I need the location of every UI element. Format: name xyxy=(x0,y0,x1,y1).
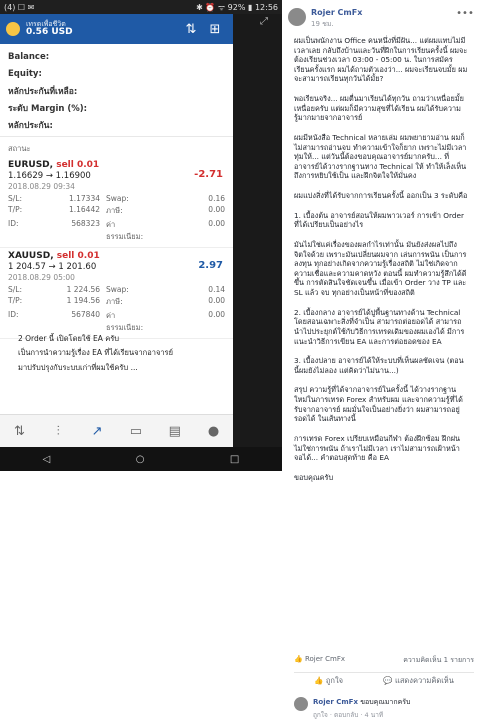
comment-actions xyxy=(294,675,474,687)
comment-paragraph: สรุป ความรู้ที่ได้จากอาจารย์ในครั้งนี้ ได้วางรากฐานใหม่ในการเทรด Forex สำหรับผม และจากความรู้ที่ได้รับจากอาจารย์ ผมมั่นใจเป็นอย่างยิ่งว่า ผมสามารถอยู่รอดได้ ในเส้นทางนี้ xyxy=(294,385,463,424)
equity-row: Equity: xyxy=(8,68,42,79)
mt4-bottom-nav xyxy=(0,414,233,447)
trade-details xyxy=(8,285,225,334)
swap-value: 0.14 xyxy=(208,285,225,294)
tp-value: 1 194.56 xyxy=(66,296,100,305)
id-value: 568323 xyxy=(71,219,100,228)
reply-author[interactable]: Rojer CmFx xyxy=(313,698,358,706)
note-line: มาปรับปรุงกับระบบเก่าที่ผมใช้ครับ ... xyxy=(18,362,138,372)
new-order-icon[interactable]: ⊞ xyxy=(209,21,221,37)
trade-symbol: EURUSD, xyxy=(8,160,54,170)
comment-header xyxy=(282,0,480,32)
sl-value: 1.17334 xyxy=(68,194,100,203)
swap-label: Swap: xyxy=(106,194,129,203)
overlay-note xyxy=(18,332,228,375)
account-balance: 0.56 USD xyxy=(26,26,73,37)
note-line: เป็นการนำความรู้เรื่อง EA ที่ได้เรียนจากอาจารย์ xyxy=(18,348,173,358)
more-options-icon[interactable]: ••• xyxy=(456,8,474,19)
mt4-screenshot xyxy=(0,0,282,471)
tp-value: 1.16442 xyxy=(68,205,100,214)
trade-side: sell 0.01 xyxy=(56,251,100,261)
swap-label: Swap: xyxy=(106,285,129,294)
sl-value: 1 224.56 xyxy=(66,285,100,294)
history-icon[interactable]: ▭ xyxy=(129,423,143,439)
like-badge-icon: 👍 xyxy=(294,655,303,663)
commission-value: 0.00 xyxy=(208,310,225,319)
account-summary xyxy=(0,44,233,133)
id-label: ID: xyxy=(8,310,19,319)
chat-icon[interactable]: ● xyxy=(207,423,220,439)
post-time[interactable]: 19 ชม. xyxy=(311,19,334,28)
trade-time: 2018.08.29 05:00 xyxy=(8,273,75,282)
avatar[interactable] xyxy=(288,8,306,26)
facebook-comment-panel xyxy=(282,0,480,727)
tax-value: 0.00 xyxy=(208,296,225,305)
app-logo-icon xyxy=(6,22,20,36)
trade-profit: -2.71 xyxy=(194,169,223,180)
sl-label: S/L: xyxy=(8,194,22,203)
author-name[interactable]: Rojer CmFx xyxy=(311,8,363,17)
like-label: ถูกใจ xyxy=(325,676,343,685)
comment-stats xyxy=(294,655,474,673)
recents-icon[interactable]: □ xyxy=(229,453,240,465)
speech-bubble-icon: 💬 xyxy=(383,676,393,685)
comment-body xyxy=(282,32,480,483)
expand-icon[interactable]: ⤢ xyxy=(260,16,268,27)
comment-paragraph: พอเรียนจริง... ผมตื่นมาเรียนได้ทุกวัน ถามว่าเหนื่อยมั้ย เหนื่อยครับ แต่ผมก็มีความสุขที่ได้เรียน ผมได้รับความรู้มากมายจากอาจารย์ xyxy=(294,94,464,123)
id-label: ID: xyxy=(8,219,19,228)
reply-text: ขอบคุณมากครับ xyxy=(360,698,411,706)
comment-label: แสดงความคิดเห็น xyxy=(395,676,454,685)
trade-row[interactable] xyxy=(0,248,233,339)
margin-level-row: ระดับ Margin (%): xyxy=(8,103,88,114)
account-title: เทรดเพื่อชีวิต xyxy=(26,19,66,28)
swap-value: 0.16 xyxy=(208,194,225,203)
trade-prices: 1 204.57 → 1 201.60 xyxy=(8,262,97,272)
comment-paragraph: ผมแบ่งสิ่งที่ได้รับจากการเรียนครั้งนี้ ออกเป็น 3 ระดับคือ xyxy=(294,191,468,201)
status-left: (4) ☐ ✉ xyxy=(4,2,35,12)
mt4-top-bar xyxy=(0,14,233,44)
status-right: ✱ ⏰ ᯤ 92% ▮ 12:56 xyxy=(196,2,278,12)
trade-side: sell 0.01 xyxy=(56,160,100,170)
news-icon[interactable]: ▤ xyxy=(168,423,181,439)
comment-paragraph: การเทรด Forex เปรียบเหมือนกีฬา ต้องฝึกซ้อม ฝึกฝน ไม่ใช่การพนัน ถ้าเราไม่มีเวลา เราไม่สามารถเฝ้าหน้าจอได้... คำตอบสุดท้าย คือ EA xyxy=(294,433,461,463)
id-value: 567840 xyxy=(71,310,100,319)
comment-paragraph: 1. เบื้องต้น อาจารย์สอนให้ผมพาวเวอร์ การเข้า Order ที่ได้เปรียบเป็นอย่างไร xyxy=(294,210,465,230)
trade-time: 2018.08.29 09:34 xyxy=(8,182,75,191)
trade-icon[interactable]: ↗ xyxy=(91,423,103,439)
tax-value: 0.00 xyxy=(208,205,225,214)
comment-count[interactable]: ความคิดเห็น 1 รายการ xyxy=(403,656,474,664)
chart-icon[interactable]: ⫶ xyxy=(56,423,60,439)
comment-paragraph: 3. เบื้องปลาย อาจารย์ได้ให้ระบบที่เห็นผลชัดเจน (ตอนนี้ผมยังไม่ลอง แต่คิดว่าไม่นาน...) xyxy=(294,356,464,375)
trade-details xyxy=(8,194,225,243)
trade-symbol: XAUUSD, xyxy=(8,251,54,261)
commission-label: ค่าธรรมเนียม: xyxy=(106,311,144,332)
tax-label: ภาษี: xyxy=(106,206,123,215)
tax-label: ภาษี: xyxy=(106,297,123,306)
comment-paragraph: 2. เบื้องกลาง อาจารย์ได้ปูพื้นฐานทางด้าน Technical โดยสอนเฉพาะสิ่งที่จำเป็น สามารถต่อยอดได้ สามารถนำไปประยุกต์ใช้กับวิธีการเทรดเดิมของผมเองได้ มีการแนะนำวิธีการเขียน EA และการต่อยอดของ EA xyxy=(294,307,465,346)
trade-row[interactable] xyxy=(0,157,233,248)
note-line: 2 Order นี้ เปิดโดยใช้ EA ครับ xyxy=(18,334,120,343)
positions-section-label: สถานะ xyxy=(0,136,233,157)
phone-status-bar xyxy=(0,0,282,14)
home-icon[interactable]: ○ xyxy=(135,453,145,465)
like-button[interactable] xyxy=(314,675,343,687)
free-margin-row: หลักประกันที่เหลือ: xyxy=(8,86,78,97)
trade-profit: 2.97 xyxy=(198,260,223,271)
quotes-icon[interactable]: ⇅ xyxy=(13,423,25,439)
reply xyxy=(294,697,474,720)
thumbs-up-icon: 👍 xyxy=(314,676,324,685)
mt4-app xyxy=(0,14,233,447)
tp-label: T/P: xyxy=(8,296,23,305)
reply-meta: ถูกใจ · ตอบกลับ · 4 นาที xyxy=(313,711,384,719)
comment-button[interactable] xyxy=(383,675,454,687)
commission-value: 0.00 xyxy=(208,219,225,228)
sort-icon[interactable]: ⇅ xyxy=(185,21,197,37)
reactor-name[interactable]: Rojer CmFx xyxy=(304,655,346,663)
tp-label: T/P: xyxy=(8,205,23,214)
margin-row: หลักประกัน: xyxy=(8,120,53,131)
android-nav-bar xyxy=(0,447,282,471)
comment-paragraph: ขอบคุณครับ xyxy=(294,472,334,482)
trade-prices: 1.16629 → 1.16900 xyxy=(8,171,91,181)
commission-label: ค่าธรรมเนียม: xyxy=(106,220,144,241)
comment-paragraph: ผมเป็นพนักงาน Office คนหนึ่งที่มีฝัน... แต่ผมแทบไม่มีเวลาเลย กลับถึงบ้านและวันที่ฝึกในการเรียนครั้งนี้ ผมจะต้องเรียนช่วงเวลา 03:00 - 05:00 น. ในการสมัครเรียนครั้งแรก ผมได้ถามตัวเองว่า... ผมจะเรียนจบมั้ย ผมจะสามารถเรียนทุกวันได้มั้ย? xyxy=(294,35,468,84)
back-icon[interactable]: ◁ xyxy=(42,453,51,465)
comment-paragraph: มันไม่ใช่แค่เรื่องของผลกำไรเท่านั้น มันยังส่งผลไปถึงจิตใจด้วย เพราะมันเปลี่ยนผมจาก เล่นการพนัน เป็นการลงทุน ทุกอย่างเกิดจากความรู้เรื่องสถิติ ไม่ใช่เกิดจากความเชื่อและความคาดหวัง ตอนนี้ ผมทำความรู้สึกได้ดีขึ้น การตัดสินใจชัดเจนขึ้น เมื่อเข้า Order วาง TP และ SL แล้ว จบ ทุกอย่างเป็นหน้าที่ของสถิติ xyxy=(294,239,467,298)
sl-label: S/L: xyxy=(8,285,22,294)
comment-paragraph: ผมมีหนังสือ Technical หลายเล่ม ผมพยายามอ่าน ผมก็ไม่สามารถอ่านจบ ทำความเข้าใจก็ยาก เพราะไม่มีเวลาทุ่มให้... แต่วันนี้ต้องขอบคุณอาจารย์มากครับ... ที่อาจารย์ได้วางรากฐานทาง Technical ให้ ทำให้เล็งเห็นถึงการหยิบใช้เป็น และฝึกจิตใจให้มั่นคง xyxy=(294,132,467,181)
balance-row: Balance: xyxy=(8,51,50,62)
avatar[interactable] xyxy=(294,697,308,711)
